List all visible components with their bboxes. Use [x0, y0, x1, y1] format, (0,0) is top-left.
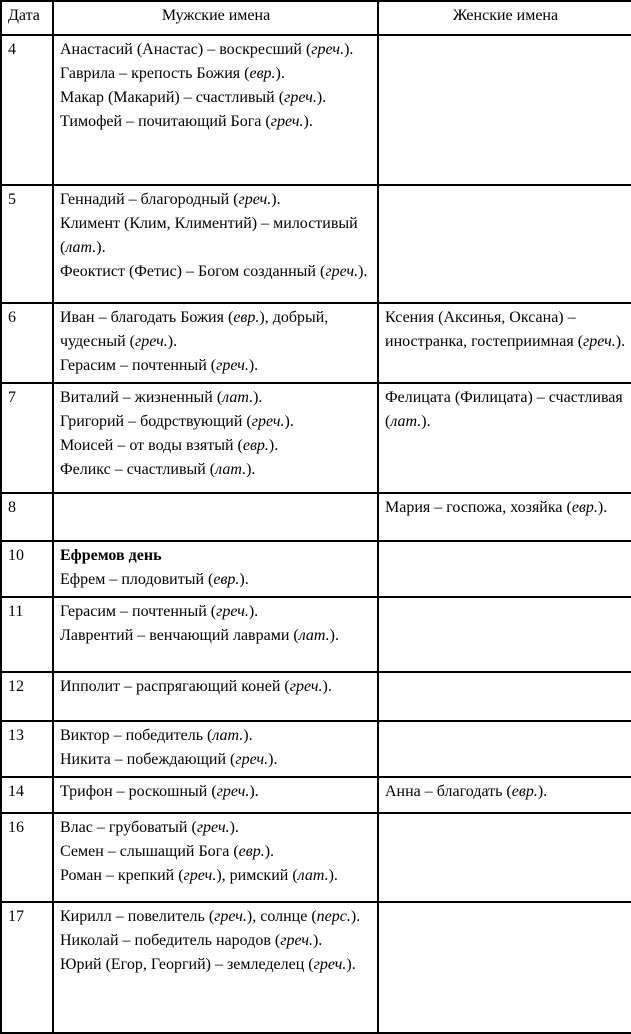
- name-entry: Геннадий – благородный (греч.).: [60, 191, 281, 208]
- language-abbreviation: евр.: [242, 437, 269, 454]
- table-row: [1, 541, 631, 597]
- cell-male-names: [53, 672, 378, 721]
- table-row: [1, 185, 631, 303]
- cell-female-names: [378, 383, 631, 493]
- cell-date: 12: [1, 672, 53, 721]
- language-abbreviation: греч.: [280, 932, 313, 949]
- language-abbreviation: лат.: [297, 867, 329, 884]
- entry-heading: Ефремов день: [60, 547, 162, 564]
- cell-date: 5: [1, 185, 53, 303]
- cell-female-names: [378, 721, 631, 777]
- language-abbreviation: евр.: [213, 571, 240, 588]
- cell-date: 4: [1, 35, 53, 185]
- name-entry: Моисей – от воды взятый (евр.).: [60, 437, 279, 454]
- language-abbreviation: греч.: [214, 908, 247, 925]
- table-row: [1, 721, 631, 777]
- language-abbreviation: лат.: [298, 627, 330, 644]
- language-abbreviation: греч.: [134, 333, 168, 350]
- language-abbreviation: лат.: [215, 461, 247, 478]
- name-entry: Тимофей – почитающий Бога (греч.).: [60, 113, 313, 130]
- cell-male-names: [53, 541, 378, 597]
- table-header: [1, 1, 631, 35]
- cell-date: 8: [1, 493, 53, 541]
- column-header-female-names: Женские имена: [378, 1, 631, 35]
- language-abbreviation: греч.: [196, 819, 230, 836]
- language-abbreviation: греч.: [284, 89, 317, 106]
- language-abbreviation: греч.: [270, 113, 304, 130]
- name-entry: Герасим – почтенный (греч.).: [60, 357, 259, 374]
- table-row: [1, 383, 631, 493]
- cell-male-names: [53, 777, 378, 813]
- cell-male-names: [53, 35, 378, 185]
- cell-date: 14: [1, 777, 53, 813]
- name-entry: Виктор – победитель (лат.).: [60, 727, 253, 744]
- cell-female-names: [378, 303, 631, 383]
- cell-male-names: [53, 902, 378, 1033]
- language-abbreviation: греч.: [583, 333, 616, 350]
- language-abbreviation: греч.: [289, 678, 323, 695]
- table-row: [1, 597, 631, 672]
- name-entry: Герасим – почтенный (греч.).: [60, 603, 259, 620]
- language-abbreviation: евр.: [249, 65, 276, 82]
- table-row: [1, 493, 631, 541]
- cell-female-names: [378, 597, 631, 672]
- name-entry: Трифон – роскошный (греч.).: [60, 783, 259, 800]
- cell-male-names: [53, 721, 378, 777]
- name-entry: [60, 544, 372, 568]
- language-abbreviation: греч.: [235, 751, 269, 768]
- language-abbreviation: греч.: [313, 956, 347, 973]
- name-entry: Ипполит – распрягающий коней (греч.).: [60, 678, 332, 695]
- cell-female-names: [378, 672, 631, 721]
- name-entry: Мария – госпожа, хозяйка (евр.).: [385, 499, 608, 516]
- language-abbreviation: евр.: [233, 309, 260, 326]
- language-abbreviation: греч.: [251, 413, 285, 430]
- name-entry: Ксения (Аксинья, Оксана) – иностранка, гостеприимная (греч.).: [385, 309, 626, 350]
- cell-female-names: [378, 813, 631, 902]
- name-entry: Иван – благодать Божия (евр.), добрый, чудесный (греч.).: [60, 309, 329, 350]
- language-abbreviation: греч.: [238, 191, 272, 208]
- name-entry: Влас – грубоватый (греч.).: [60, 819, 239, 836]
- name-entry: Виталий – жизненный (лат.).: [60, 389, 263, 406]
- cell-date: 6: [1, 303, 53, 383]
- table-row: [1, 813, 631, 902]
- cell-male-names: [53, 303, 378, 383]
- cell-date: 13: [1, 721, 53, 777]
- cell-male-names: [53, 383, 378, 493]
- cell-male-names: [53, 493, 378, 541]
- name-entry: Григорий – бодрствующий (греч.).: [60, 413, 294, 430]
- cell-date: 11: [1, 597, 53, 672]
- cell-female-names: [378, 493, 631, 541]
- name-entry: Кирилл – повелитель (греч.), солнце (перс.).: [60, 908, 361, 925]
- name-entry: Фелицата (Филицата) – счастливая (лат.).: [385, 389, 623, 430]
- name-entry: Семен – слышащий Бога (евр.).: [60, 843, 275, 860]
- name-entry: Юрий (Егор, Георгий) – земледелец (греч.).: [60, 956, 356, 973]
- cell-date: 10: [1, 541, 53, 597]
- name-entry: Анна – благодать (евр.).: [385, 783, 548, 800]
- cell-male-names: [53, 597, 378, 672]
- language-abbreviation: греч.: [216, 783, 250, 800]
- language-abbreviation: лат.: [65, 239, 97, 256]
- language-abbreviation: евр.: [571, 499, 598, 516]
- language-abbreviation: греч.: [216, 357, 249, 374]
- name-entry: Феликс – счастливый (лат.).: [60, 461, 256, 478]
- cell-female-names: [378, 185, 631, 303]
- table-row: [1, 303, 631, 383]
- table-row: [1, 777, 631, 813]
- language-abbreviation: лат.: [212, 727, 244, 744]
- language-abbreviation: греч.: [216, 603, 249, 620]
- name-entry: Ефрем – плодовитый (евр.).: [60, 571, 249, 588]
- name-entry: Анастасий (Анастас) – воскресший (греч.).: [60, 41, 354, 58]
- language-abbreviation: лат.: [390, 413, 422, 430]
- cell-female-names: [378, 541, 631, 597]
- table-row: [1, 35, 631, 185]
- language-abbreviation: евр.: [511, 783, 538, 800]
- cell-date: 16: [1, 813, 53, 902]
- column-header-male-names: Мужские имена: [53, 1, 378, 35]
- name-entry: Макар (Макарий) – счастливый (греч.).: [60, 89, 327, 106]
- name-entry: Никита – побеждающий (греч.).: [60, 751, 278, 768]
- language-abbreviation: греч.: [311, 41, 345, 58]
- language-abbreviation: лат.: [222, 389, 254, 406]
- cell-female-names: [378, 777, 631, 813]
- name-entry: Николай – победитель народов (греч.).: [60, 932, 323, 949]
- cell-male-names: [53, 813, 378, 902]
- name-entry: Лаврентий – венчающий лаврами (лат.).: [60, 627, 339, 644]
- name-entry: Феоктист (Фетис) – Богом созданный (греч.).: [60, 263, 368, 280]
- table-row: [1, 902, 631, 1033]
- language-abbreviation: греч.: [183, 867, 217, 884]
- header-row: [1, 1, 631, 35]
- cell-female-names: [378, 902, 631, 1033]
- cell-male-names: [53, 185, 378, 303]
- language-abbreviation: евр.: [238, 843, 265, 860]
- cell-female-names: [378, 35, 631, 185]
- language-abbreviation: перс.: [316, 908, 351, 925]
- cell-date: 17: [1, 902, 53, 1033]
- column-header-date: Дата: [1, 1, 53, 35]
- name-entry: Гаврила – крепость Божия (евр.).: [60, 65, 285, 82]
- name-entry: Климент (Клим, Климентий) – милостивый (лат.).: [60, 215, 358, 256]
- name-entry: Роман – крепкий (греч.), римский (лат.).: [60, 867, 338, 884]
- cell-date: 7: [1, 383, 53, 493]
- table-row: [1, 672, 631, 721]
- table-body: [1, 35, 631, 1033]
- language-abbreviation: греч.: [325, 263, 359, 280]
